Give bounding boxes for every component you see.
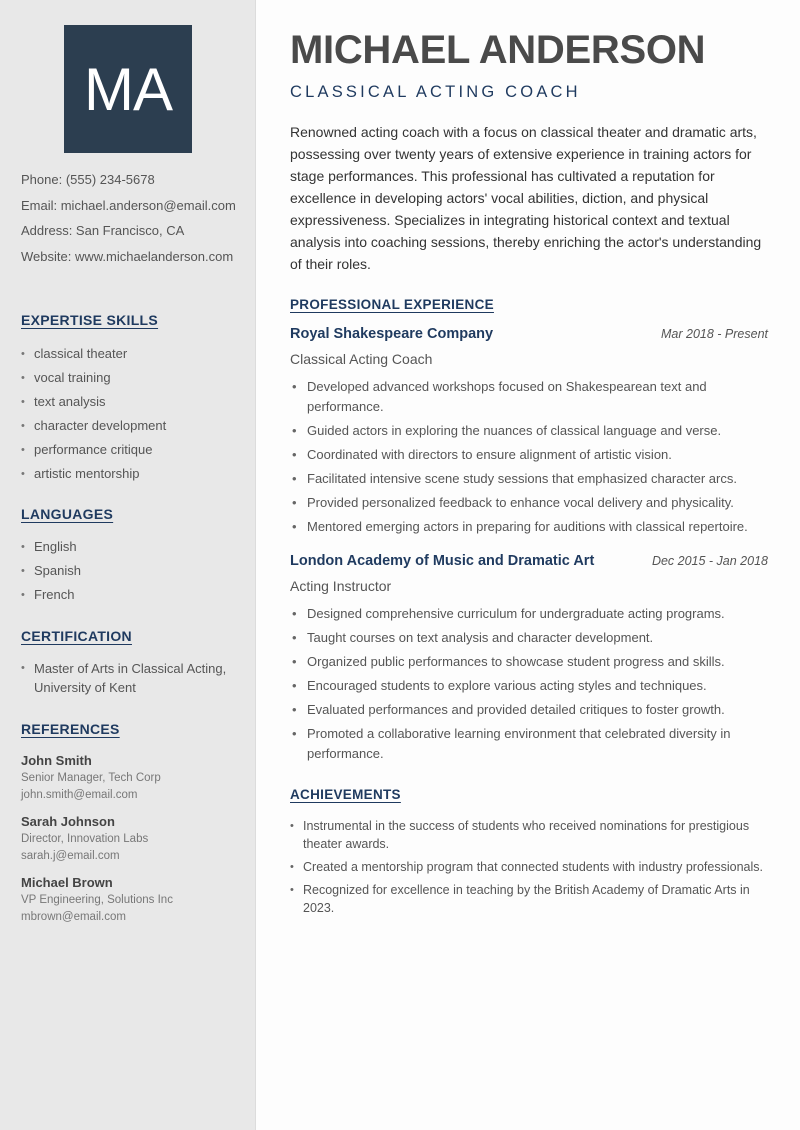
skills-list bbox=[21, 345, 166, 489]
job-bullet: • Coordinated with directors to ensure alignment of artistic vision. bbox=[290, 445, 768, 465]
job-bullet: • Evaluated performances and provided detailed critiques to foster growth. bbox=[290, 700, 768, 720]
reference-item bbox=[21, 874, 173, 926]
job-bullet: • Organized public performances to showcase student progress and skills. bbox=[290, 652, 768, 672]
job-role: Acting Instructor bbox=[290, 578, 392, 594]
language-item: • Spanish bbox=[21, 562, 81, 586]
achievements-list bbox=[290, 817, 768, 922]
language-item: • English bbox=[21, 538, 81, 562]
contact-info bbox=[21, 170, 236, 272]
job-dates: Dec 2015 - Jan 2018 bbox=[651, 554, 768, 568]
job-entry bbox=[290, 326, 768, 541]
languages-heading: LANGUAGES bbox=[21, 506, 114, 522]
skills-heading: EXPERTISE SKILLS bbox=[21, 312, 159, 328]
references-heading: REFERENCES bbox=[21, 721, 120, 737]
skill-item: • vocal training bbox=[21, 369, 166, 393]
certification-list bbox=[21, 659, 236, 697]
certification-item: • Master of Arts in Classical Acting, University of Kent bbox=[21, 659, 236, 697]
reference-name: Michael Brown bbox=[21, 875, 113, 890]
job-bullets bbox=[290, 604, 768, 764]
reference-title: VP Engineering, Solutions Inc bbox=[21, 894, 173, 906]
skill-item: • text analysis bbox=[21, 393, 166, 417]
job-title: CLASSICAL ACTING COACH bbox=[290, 83, 581, 101]
contact-phone: Phone: (555) 234-5678 bbox=[21, 172, 155, 187]
skill-item: • classical theater bbox=[21, 345, 166, 369]
job-bullet: • Guided actors in exploring the nuances of classical language and verse. bbox=[290, 421, 768, 441]
experience-heading: PROFESSIONAL EXPERIENCE bbox=[290, 297, 494, 312]
job-bullet: • Mentored emerging actors in preparing for auditions with classical repertoire. bbox=[290, 517, 768, 537]
job-bullet: • Facilitated intensive scene study sessions that emphasized character arcs. bbox=[290, 469, 768, 489]
reference-item bbox=[21, 813, 173, 865]
skill-item: • performance critique bbox=[21, 441, 166, 465]
avatar-initials: MA bbox=[64, 25, 192, 153]
achievement-item: • Instrumental in the success of students who received nominations for prestigious theater awards. bbox=[290, 817, 768, 853]
job-dates: Mar 2018 - Present bbox=[661, 327, 768, 341]
job-bullet: • Developed advanced workshops focused on Shakespearean text and performance. bbox=[290, 377, 768, 417]
job-bullet: • Encouraged students to explore various acting styles and techniques. bbox=[290, 676, 768, 696]
achievement-item: • Recognized for excellence in teaching by the British Academy of Dramatic Arts in 2023. bbox=[290, 881, 768, 917]
job-role: Classical Acting Coach bbox=[290, 351, 433, 367]
summary: Renowned acting coach with a focus on classical theater and dramatic arts, possessing over twenty years of extensive experience in training actors for stage performances. This professional has cultivated a reputation for excellence in developing actors' vocal abilities, diction, and physical expressiveness. Specializes in integrating historical context and textual analysis into coaching sessions, thereby enriching the actor's understanding of their roles. bbox=[290, 124, 762, 272]
job-entry bbox=[290, 553, 768, 768]
certification-heading: CERTIFICATION bbox=[21, 628, 132, 644]
reference-name: John Smith bbox=[21, 753, 92, 768]
job-company: London Academy of Music and Dramatic Art bbox=[290, 553, 595, 569]
job-bullet: • Provided personalized feedback to enhance vocal delivery and physicality. bbox=[290, 493, 768, 513]
contact-address: Address: San Francisco, CA bbox=[21, 223, 185, 238]
job-bullet: • Designed comprehensive curriculum for undergraduate acting programs. bbox=[290, 604, 768, 624]
job-bullets bbox=[290, 377, 768, 537]
reference-item bbox=[21, 752, 173, 804]
reference-name: Sarah Johnson bbox=[21, 814, 115, 829]
achievement-item: • Created a mentorship program that connected students with industry professionals. bbox=[290, 858, 768, 876]
references-list bbox=[21, 752, 173, 935]
contact-email: Email: michael.anderson@email.com bbox=[21, 197, 236, 213]
job-bullet: • Taught courses on text analysis and character development. bbox=[290, 628, 768, 648]
reference-email: mbrown@email.com bbox=[21, 911, 126, 923]
job-company: Royal Shakespeare Company bbox=[290, 326, 494, 342]
candidate-name: MICHAEL ANDERSON bbox=[290, 28, 706, 72]
reference-email: john.smith@email.com bbox=[21, 789, 138, 801]
languages-list bbox=[21, 538, 81, 610]
reference-title: Senior Manager, Tech Corp bbox=[21, 772, 161, 784]
contact-website: Website: www.michaelanderson.com bbox=[21, 248, 234, 264]
achievements-heading: ACHIEVEMENTS bbox=[290, 787, 401, 802]
language-item: • French bbox=[21, 586, 81, 610]
sidebar bbox=[0, 0, 256, 1130]
skill-item: • character development bbox=[21, 417, 166, 441]
job-bullet: • Promoted a collaborative learning environment that celebrated diversity in performance. bbox=[290, 724, 768, 764]
reference-email: sarah.j@email.com bbox=[21, 850, 120, 862]
reference-title: Director, Innovation Labs bbox=[21, 833, 149, 845]
skill-item: • artistic mentorship bbox=[21, 465, 166, 489]
